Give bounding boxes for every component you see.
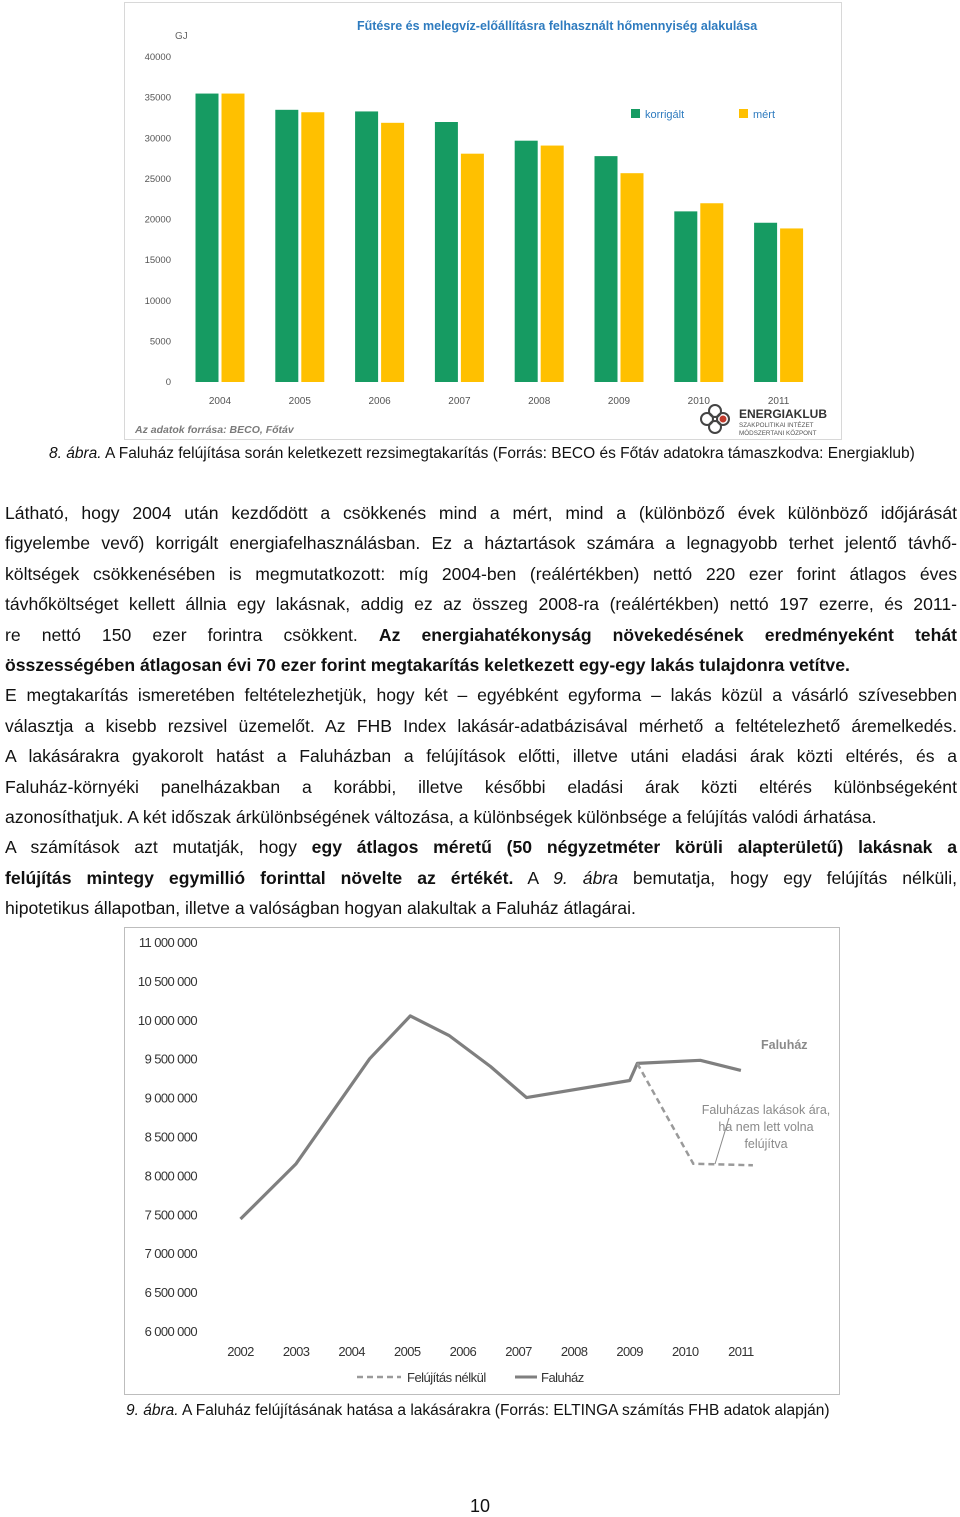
x-tick-label: 2005 [288, 396, 311, 407]
logo-ring [701, 413, 713, 425]
bar-mért [301, 112, 324, 382]
bar-korrigált [435, 122, 458, 382]
legend-swatch [739, 109, 748, 118]
x-tick-label: 2010 [672, 1344, 699, 1359]
text-span: A számítások azt mutatják, hogy [5, 837, 312, 858]
x-tick-label: 2004 [338, 1344, 365, 1359]
x-tick-label: 2011 [728, 1344, 754, 1359]
text-line [5, 863, 957, 893]
figure-2-caption [126, 1402, 830, 1420]
bar-korrigált [595, 156, 618, 382]
x-tick-label: 2007 [505, 1344, 532, 1359]
x-tick-label: 2004 [208, 396, 232, 407]
text-line: figyelembe vevő) korrigált energiafelhasználásban. Ez a háztartások számára a legnagyobb terhet jelentő távhő- [5, 533, 957, 554]
bar-korrigált [196, 94, 219, 382]
y-tick-label: 40000 [144, 52, 171, 63]
y-tick-label: 25000 [144, 173, 171, 185]
figure-1-caption [49, 445, 915, 463]
x-tick-label: 2009 [607, 396, 631, 407]
annotation-label: Faluház [761, 1038, 808, 1052]
bar-mért [222, 94, 245, 382]
legend-label: mért [753, 109, 775, 121]
text-line [5, 620, 957, 650]
y-tick-label: 9 500 000 [144, 1051, 197, 1067]
y-tick-label: 9 000 000 [144, 1090, 197, 1106]
bar-chart [125, 3, 841, 439]
text-line: távhőköltséget kellett állnia egy lakásnak, addig ez az összeg 2008-ra (reálértékben) nettó 197 ezerre, és 2011- [5, 594, 957, 615]
y-tick-label: 10000 [144, 295, 171, 307]
y-axis-unit: GJ [175, 31, 188, 42]
x-tick-label: 2011 [767, 396, 790, 407]
bar-korrigált [515, 141, 538, 382]
text-span: bemutatja, hogy egy felújítás nélküli, [618, 867, 957, 888]
text-line: költségek csökkenésében is megmutatkozott: míg 2004-ben (reálértékben) nettó 220 ezer forint átlagos éves [5, 563, 957, 584]
legend-label: korrigált [645, 109, 685, 121]
energiaklub-logo [701, 405, 827, 437]
bar-mért [621, 173, 644, 382]
annotation-label: felújítva [744, 1137, 788, 1151]
figure-2-caption-text: A Faluház felújításának hatása a lakásárakra (Forrás: ELTINGA számítás FHB adatok alapján) [178, 1402, 830, 1419]
x-tick-label: 2007 [448, 396, 471, 407]
bar-korrigált [674, 211, 697, 382]
bar-mért [541, 146, 564, 382]
bold-text: összességében átlagosan évi 70 ezer forint megtakarítás keletkezett egy-egy lakás tulajdonra vetítve. [5, 654, 850, 675]
x-tick-label: 2010 [687, 396, 710, 407]
bold-text: Az energiahatékonyság növekedésének eredményeként tehát [378, 624, 957, 645]
y-tick-label: 30000 [144, 133, 171, 145]
text-line: hipotetikus állapotban, illetve a valóságban hogyan alakultak a Faluház átlagárai. [5, 898, 636, 919]
bar-mért [780, 228, 803, 382]
page-number: 10 [469, 1496, 491, 1516]
text-line [5, 650, 957, 680]
line-chart [125, 928, 839, 1394]
body-text [5, 498, 957, 923]
y-tick-label: 11 000 000 [138, 935, 197, 950]
y-tick-label: 8 500 000 [144, 1129, 197, 1145]
annotation-label: Faluházas lakások ára, [701, 1103, 831, 1117]
legend-label: Faluház [541, 1370, 584, 1385]
text-line: választja a kisebb rezsivel üzemelőt. Az FHB Index lakásár-adatbázisával mérhető a feltételezhető áremelkedés. [5, 715, 957, 736]
y-tick-label: 10 500 000 [137, 973, 197, 989]
bold-text: felújítás mintegy egymillió forinttal növelte az értékét. [5, 867, 514, 888]
series-line-faluhaz [241, 1016, 741, 1219]
y-tick-label: 35000 [144, 92, 171, 104]
y-tick-label: 0 [165, 377, 171, 388]
x-tick-label: 2008 [528, 396, 551, 407]
text-line: Látható, hogy 2004 után kezdődött a csökkenés mind a mért, mind a (különböző évek különböző időjárását [5, 503, 957, 523]
chart-title: Fűtésre és melegvíz-előállításra felhasznált hőmennyiség alakulása [357, 19, 758, 33]
figure-2-chart [124, 927, 840, 1395]
logo-dot [720, 416, 727, 423]
annotation-label: ha nem lett volna [718, 1120, 814, 1134]
x-tick-label: 2003 [282, 1344, 310, 1359]
figure-2-caption-label: 9. ábra. [126, 1402, 179, 1419]
y-tick-label: 15000 [144, 255, 171, 267]
legend-label: Felújítás nélkül [407, 1370, 486, 1385]
y-tick-label: 7 000 000 [144, 1246, 197, 1262]
y-tick-label: 20000 [144, 214, 171, 226]
bar-mért [461, 154, 484, 382]
text-span: re nettó 150 ezer forintra csökkent. [5, 624, 379, 645]
y-tick-label: 10 000 000 [137, 1012, 197, 1028]
text-line: A lakásárakra gyakorolt hatást a Faluházban a felújítások előtti, illetve utáni eladási árak közti eltérés, és a [5, 746, 957, 767]
bold-text: egy átlagos méretű (50 négyzetméter körüli alapterületű) lakásnak a [311, 837, 957, 858]
x-tick-label: 2006 [368, 396, 391, 407]
y-tick-label: 8 000 000 [144, 1168, 197, 1184]
text-line: azonosíthatjuk. A két időszak árkülönbségének változása, a különbségek különbsége a felújítás valódi árhatása. [5, 806, 877, 827]
text-span: A [513, 867, 554, 888]
bar-korrigált [754, 223, 777, 382]
x-tick-label: 2006 [449, 1344, 477, 1359]
x-tick-label: 2009 [616, 1344, 643, 1359]
x-tick-label: 2002 [227, 1344, 254, 1359]
legend-swatch [631, 109, 640, 118]
figure-1-caption-text: A Faluház felújítása során keletkezett rezsimegtakarítás (Forrás: BECO és Főtáv adatokra támaszkodva: Energiaklub) [101, 445, 915, 462]
x-tick-label: 2005 [394, 1344, 421, 1359]
y-tick-label: 6 500 000 [144, 1285, 197, 1301]
logo-sub: SZAKPOLITIKAI INTÉZET [739, 422, 814, 429]
y-tick-label: 6 000 000 [144, 1324, 197, 1339]
x-tick-label: 2008 [560, 1344, 588, 1359]
figure-1-caption-label: 8. ábra. [49, 445, 102, 462]
y-tick-label: 5000 [149, 336, 171, 348]
bar-mért [700, 203, 723, 382]
bar-korrigált [275, 110, 298, 382]
figure-1-chart [124, 2, 842, 440]
logo-name: ENERGIAKLUB [739, 407, 828, 421]
source-note: Az adatok forrása: BECO, Főtáv [135, 424, 294, 436]
text-line [5, 832, 957, 862]
text-line: Faluház-környéki panelházakban a korábbi, illetve későbbi eladási árak közti eltérés különbségeként [5, 776, 957, 797]
logo-sub: MÓDSZERTANI KÖZPONT [739, 430, 817, 437]
text-line: E megtakarítás ismeretében feltételezhetjük, hogy két – egyébként egyforma – lakás közül a vásárló szívesebben [5, 685, 957, 706]
figure-reference: 9. ábra [553, 867, 618, 888]
y-tick-label: 7 500 000 [144, 1207, 197, 1223]
bar-mért [381, 123, 404, 382]
bar-korrigált [355, 111, 378, 382]
